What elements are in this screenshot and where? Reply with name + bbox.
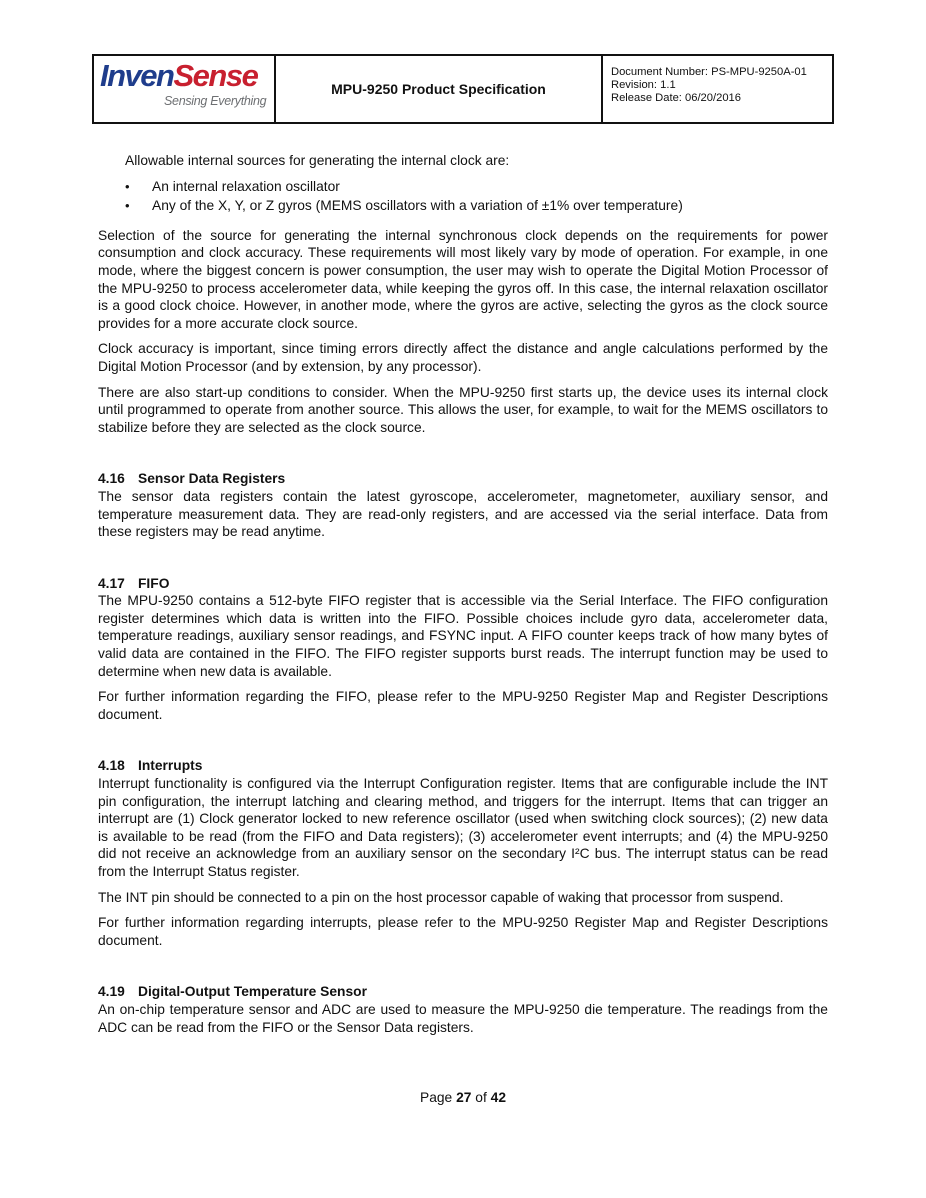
- section-heading-fifo: [98, 575, 828, 593]
- section-title: Interrupts: [138, 758, 203, 774]
- paragraph: Interrupt functionality is configured via the Interrupt Configuration register. Items that are configurable include the INT pin configuration, the interrupt latching and clearing method, and triggers for the interrupt. Items that can trigger an interrupt are (1) Clock generator locked to new reference oscillator (used when switching clock sources); (2) new data is available to be read (from the FIFO and Data registers); (3) accelerometer event interrupts; and (4) the MPU-9250 did not receive an acknowledge from an auxiliary sensor on the secondary I²C bus. The interrupt status can be read from the Interrupt Status register.: [98, 776, 828, 879]
- paragraph: The sensor data registers contain the latest gyroscope, accelerometer, magnetometer, auxiliary sensor, and temperature measurement data. They are read-only registers, and are accessed via the serial interface. Data from these registers may be read anytime.: [98, 488, 828, 540]
- list-item: • Any of the X, Y, or Z gyros (MEMS oscillators with a variation of ±1% over temperature): [98, 197, 828, 215]
- company-logo: [94, 56, 276, 122]
- logo-wordmark-blue: Inven: [100, 58, 174, 93]
- document-meta: [603, 56, 832, 122]
- section-number: 4.18: [98, 758, 125, 774]
- paragraph: There are also start-up conditions to consider. When the MPU-9250 first starts up, the device uses its internal clock until programmed to operate from another source. This allows the user, for example, to wait for the MEMS oscillators to stabilize before they are selected as the clock source.: [98, 384, 828, 435]
- logo-tagline: Sensing Everything: [164, 94, 267, 108]
- section-number: 4.17: [98, 575, 125, 591]
- document-revision: Revision: 1.1: [611, 79, 676, 91]
- page-current: 27: [456, 1090, 472, 1105]
- paragraph: For further information regarding the FIFO, please refer to the MPU-9250 Register Map and Register Descriptions document.: [98, 689, 828, 722]
- section-title: Digital-Output Temperature Sensor: [138, 984, 367, 1000]
- page-word: Page: [420, 1090, 453, 1105]
- document-release-date: Release Date: 06/20/2016: [611, 92, 741, 104]
- document-header: [92, 54, 834, 124]
- page-body: [98, 152, 828, 1044]
- logo-wordmark: [100, 60, 257, 91]
- document-number: Document Number: PS-MPU-9250A-01: [611, 66, 807, 78]
- document-title: MPU-9250 Product Specification: [276, 56, 603, 122]
- list-item: • An internal relaxation oscillator: [98, 178, 828, 196]
- paragraph: Selection of the source for generating the internal synchronous clock depends on the requirements for power consumption and clock accuracy. These requirements will most likely vary by mode of operation. For example, in one mode, where the biggest concern is power consumption, the user may wish to operate the Digital Motion Processor of the MPU-9250 to process accelerometer data, while keeping the gyros off. In this case, the internal relaxation oscillator is a good clock choice. However, in another mode, where the gyros are active, selecting the gyros as the clock source provides for a more accurate clock source.: [98, 227, 828, 331]
- page-total: 42: [490, 1090, 506, 1105]
- paragraph: For further information regarding interrupts, please refer to the MPU-9250 Register Map and Register Descriptions document.: [98, 915, 828, 948]
- section-number: 4.16: [98, 471, 125, 487]
- clock-sources-list: [98, 178, 828, 215]
- section-title: Sensor Data Registers: [138, 471, 286, 487]
- paragraph: An on-chip temperature sensor and ADC are used to measure the MPU-9250 die temperature. The readings from the ADC can be read from the FIFO or the Sensor Data registers.: [98, 1001, 828, 1035]
- paragraph: The INT pin should be connected to a pin on the host processor capable of waking that processor from suspend.: [98, 889, 784, 905]
- logo-wordmark-red: Sense: [173, 58, 258, 93]
- of-word: of: [475, 1090, 487, 1105]
- paragraph: The MPU-9250 contains a 512-byte FIFO register that is accessible via the Serial Interface. The FIFO configuration register determines which data is written into the FIFO. Possible choices include gyro data, accelerometer data, temperature readings, auxiliary sensor readings, and FSYNC input. A FIFO counter keeps track of how many bytes of valid data are contained in the FIFO. The FIFO register supports burst reads. The interrupt function may be used to determine when new data is available.: [98, 593, 828, 679]
- section-heading-sensor-data-registers: [98, 470, 828, 488]
- section-number: 4.19: [98, 984, 125, 1000]
- section-title: FIFO: [138, 575, 170, 591]
- page-footer: [0, 1090, 926, 1105]
- clock-sources-lead: Allowable internal sources for generating the internal clock are:: [125, 153, 510, 168]
- section-heading-temperature-sensor: [98, 983, 828, 1001]
- paragraph: Clock accuracy is important, since timing errors directly affect the distance and angle calculations performed by the Digital Motion Processor (and by extension, by any processor).: [98, 341, 828, 374]
- section-heading-interrupts: [98, 757, 828, 775]
